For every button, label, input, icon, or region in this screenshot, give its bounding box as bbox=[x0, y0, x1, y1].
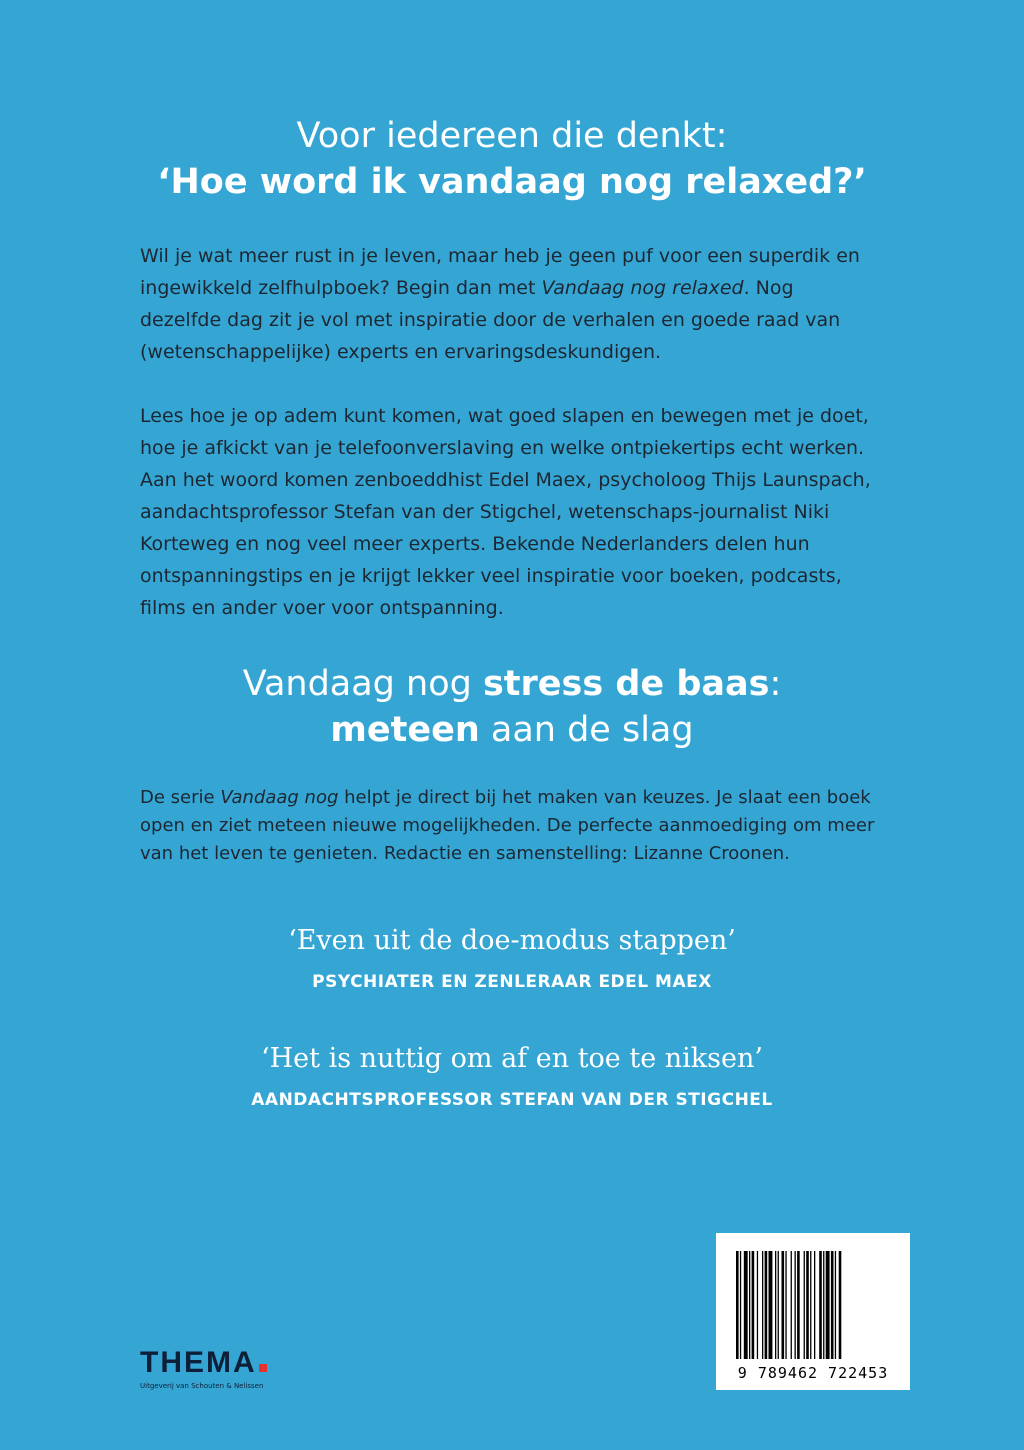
series-text-a: De serie bbox=[140, 787, 221, 808]
barcode-number: 9 789462 722453 bbox=[737, 1364, 889, 1382]
subheading-text-a: Vandaag nog bbox=[242, 664, 483, 704]
quote-2: ‘Het is nuttig om af en toe te niksen’ bbox=[261, 1043, 763, 1074]
intro-text-a: Wil je wat meer rust in je leven, maar heb je geen puf voor een superdik en ingewikkeld zelfhulpboek? Begin dan met bbox=[140, 245, 860, 299]
barcode-bars-icon bbox=[734, 1251, 894, 1359]
subheading-bold-b: meteen bbox=[330, 710, 480, 750]
series-title-italic: Vandaag nog bbox=[220, 787, 339, 808]
quote-1-attribution: PSYCHIATER EN ZENLERAAR EDEL MAEX bbox=[312, 972, 712, 992]
publisher-name: THEMA bbox=[140, 1346, 257, 1379]
body-paragraph: Lees hoe je op adem kunt komen, wat goed slapen en bewegen met je doet, hoe je afkickt van je telefoonverslaving en welke ontpiekertips echt werken. Aan het woord komen zenboeddhist Edel Maex, psycholoog Thijs Launspach, aandachtsprofessor Stefan van der Stigchel, wetenschaps-journalist Niki Korteweg en nog veel meer experts. Bekende Nederlanders delen hun ontspanningstips en je krijgt lekker veel inspiratie voor boeken, podcasts, films en ander voer voor ontspanning. bbox=[140, 405, 871, 619]
barcode bbox=[716, 1233, 910, 1390]
series-text-b: helpt je direct bij het maken van keuzes. Je slaat een boek open en ziet meteen nieuwe mogelijkheden. De perfecte aanmoediging om meer van het leven te genieten. Redactie en samenstelling: Lizanne Croonen. bbox=[140, 787, 875, 864]
subheading-text-b: aan de slag bbox=[479, 710, 694, 750]
subheading-bold-a: stress de baas bbox=[482, 664, 770, 704]
publisher-logo bbox=[140, 1346, 267, 1390]
publisher-tagline: Uitgeverij van Schouten & Nelissen bbox=[140, 1382, 264, 1390]
intro-paragraph bbox=[140, 240, 880, 368]
book-title-italic: Vandaag nog relaxed bbox=[541, 277, 744, 299]
subheading-line-1 bbox=[0, 664, 1024, 704]
intro-text-b: . Nog dezelfde dag zit je vol met inspiratie door de verhalen en goede raad van (wetenschappelijke) experts en ervaringsdeskundigen. bbox=[140, 277, 841, 363]
quote-2-attribution: AANDACHTSPROFESSOR STEFAN VAN DER STIGCHEL bbox=[251, 1090, 773, 1110]
subheading-line-2 bbox=[0, 710, 1024, 750]
series-paragraph bbox=[140, 784, 880, 868]
quote-1: ‘Even uit de doe-modus stappen’ bbox=[288, 925, 736, 956]
headline-line-2: ‘Hoe word ik vandaag nog relaxed?’ bbox=[157, 162, 867, 202]
headline-line-1: Voor iedereen die denkt: bbox=[296, 116, 728, 156]
logo-dot-icon bbox=[259, 1364, 267, 1372]
subheading-colon: : bbox=[769, 664, 782, 704]
